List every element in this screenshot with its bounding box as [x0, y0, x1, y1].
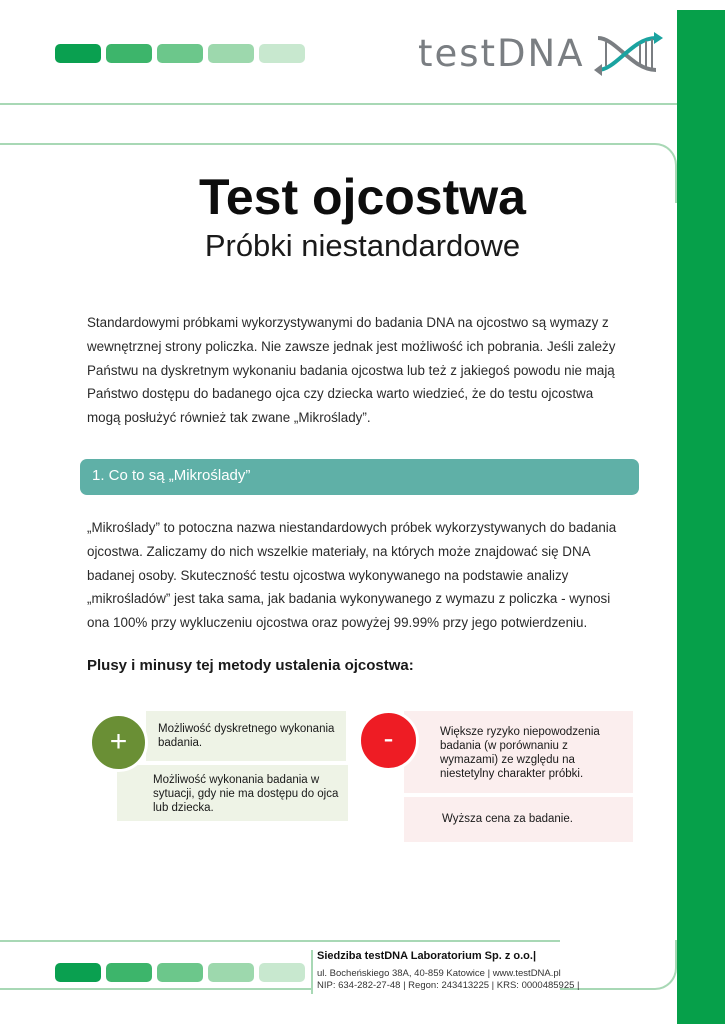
- con-box-1: [404, 711, 633, 793]
- pill-3: [157, 963, 203, 982]
- section-heading: 1. Co to są „Mikroślady”: [92, 467, 251, 484]
- con-text: Większe ryzyko niepowodzenia badania (w porównaniu z wymazami) ze względu na niestetylny charakter próbki.: [440, 726, 600, 780]
- section-line: ona 100% przy wykluczeniu ojcostwa oraz powyżej 99.99% przy jego potwierdzeniu.: [87, 615, 588, 631]
- intro-line: Standardowymi próbkami wykorzystywanymi do badania DNA na ojcostwo są wymazy z: [87, 315, 609, 330]
- footer-address[interactable]: ul. Bocheńskiego 38A, 40-859 Katowice | www.testDNA.pl: [317, 968, 561, 979]
- footer-address-block: [311, 949, 604, 993]
- section-heading-bar: [80, 459, 639, 495]
- section-line: ojcostwa. Zaliczamy do nich wszelkie materiały, na których może znajdować się DNA: [87, 543, 591, 559]
- pill-4: [208, 44, 254, 63]
- pill-5: [259, 44, 305, 63]
- intro-line: Państwo dostępu do badanego ojca czy dziecka warto wiedzieć, że do testu ojcostwa: [87, 386, 594, 402]
- pro-text: Możliwość wykonania badania w sytuacji, gdy nie ma dostępu do ojca lub dziecka.: [153, 774, 339, 814]
- section-paragraph: [87, 516, 647, 635]
- pill-2: [106, 44, 152, 63]
- footer-divider-2: [0, 988, 311, 990]
- header-divider-2: [0, 143, 560, 145]
- intro-line: wewnętrznej strony policzka. Nie zawsze jednak jest możliwość ich pobrania. Jeśli zależy: [87, 338, 616, 354]
- pill-2: [106, 963, 152, 982]
- document-title: Test ojcostwa: [199, 169, 526, 225]
- header-divider: [0, 103, 677, 105]
- pill-1: [55, 44, 101, 63]
- pro-box-1: [146, 711, 346, 761]
- testdna-logo: [418, 30, 668, 78]
- right-green-band: [677, 10, 725, 1024]
- footer-divider: [0, 940, 560, 942]
- pill-4: [208, 963, 254, 982]
- section-line: badanej osoby. Skuteczność testu ojcostwa wykonywanego na podstawie analizy: [87, 567, 569, 583]
- pill-5: [259, 963, 305, 982]
- logo-text: testDNA: [418, 32, 585, 75]
- pros-cons-heading: Plusy i minusy tej metody ustalenia ojcostwa:: [87, 657, 414, 674]
- pill-1: [55, 963, 101, 982]
- section-line: „Mikroślady” to potoczna nazwa niestandardowych próbek wykorzystywanych do badania: [87, 520, 617, 535]
- intro-line: Państwu na dyskretnym wykonaniu badania ojcostwa lub też z jakiegoś powodu nie mają: [87, 362, 615, 378]
- minus-icon: -: [358, 710, 419, 771]
- section-line: „mikrośladów” jest taka sama, jak badania wykonywanego z wymazu z policzka - wynosi: [87, 591, 611, 607]
- plus-icon: +: [89, 713, 148, 772]
- pill-3: [157, 44, 203, 63]
- footer-company: Siedziba testDNA Laboratorium Sp. z o.o.|: [317, 950, 537, 962]
- intro-line: mogą posłużyć również tak zwane „Mikroślady”.: [87, 410, 371, 426]
- intro-paragraph: [87, 311, 647, 430]
- pro-text: Możliwość dyskretnego wykonania badania.: [158, 723, 335, 749]
- con-text: Wyższa cena za badanie.: [442, 813, 573, 825]
- pro-box-2: [117, 765, 348, 821]
- dna-helix-icon: [594, 32, 664, 76]
- con-box-2: [404, 797, 633, 842]
- footer-ids: NIP: 634-282-27-48 | Regon: 243413225 | KRS: 0000485925 |: [317, 980, 580, 991]
- document-subtitle: Próbki niestandardowe: [204, 228, 521, 263]
